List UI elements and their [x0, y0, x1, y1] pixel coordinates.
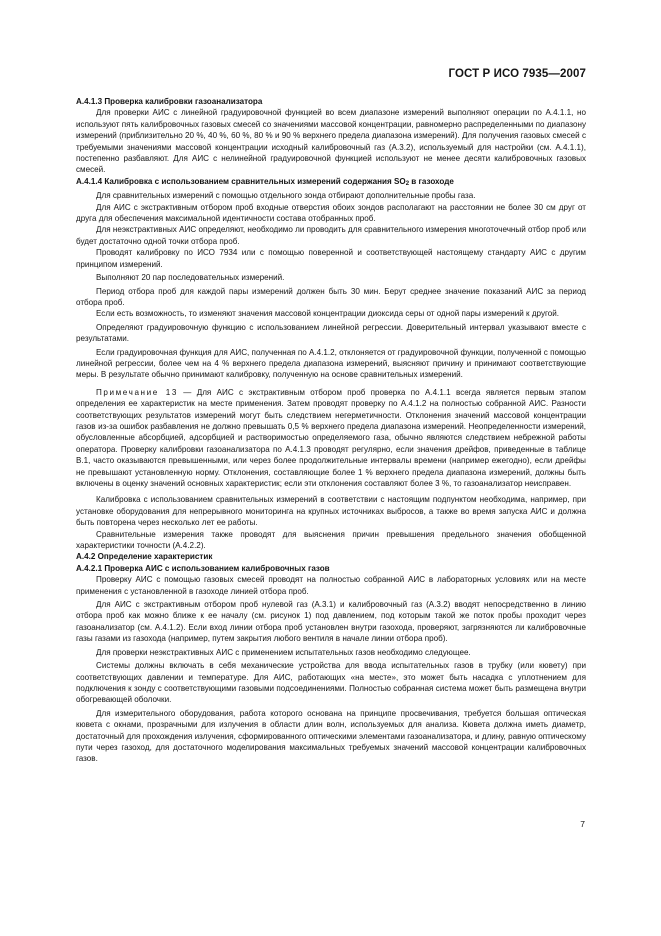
- paragraph: Калибровка с использованием сравнительных измерений в соответствии с настоящим подпунктом необходима, например, при установке оборудования для непрерывного мониторинга на крупных источниках выбросов, а также во время запуска АИС и должна быть повторена через несколько лет ее работы.: [76, 495, 586, 528]
- paragraph: Сравнительные измерения также проводят для выяснения причин превышения предельного значения обобщенной характеристики точности (А.4.2.2).: [76, 529, 586, 551]
- section-heading-a413: А.4.1.3 Проверка калибровки газоанализатора: [76, 97, 263, 106]
- paragraph: Для измерительного оборудования, работа которого основана на принципе просвечивания, требуется большая оптическая кювета с окнами, прозрачными для излучения в области длин волн, используемых для анализа. Кювета должна иметь диаметр, достаточный для прохождения излучения, сформированного оптическими элементами газоанализатора, и длину, равную оптическому пути через газоход, для достаточного моделирования максимальных требуемых значений массовой концентрации калибровочных газов.: [76, 708, 586, 764]
- heading-text: А.4.1.4 Калибровка с использованием сравнительных измерений содержания SO: [76, 176, 406, 186]
- paragraph: Для АИС с экстрактивным отбором проб нулевой газ (А.3.1) и калибровочный газ (А.3.2) вводят непосредственно в линию отбора проб как можно ближе к ее началу (см. рисунок 1) под давлением, под которым такой же поток пробы проходит через газоанализатор (см. А.4.1.2). Если вход линии отбора проб установлен внутри газохода, проверяют, загрязняются ли калибровочные газы газами из газохода (например, путем закрытия любого вентиля в начале линии отбора проб).: [76, 600, 586, 644]
- section-heading-a421: А.4.2.1 Проверка АИС с использованием калибровочных газов: [76, 563, 330, 573]
- heading-text-end: в газоходе: [409, 176, 454, 186]
- note-label: Примечание 13: [96, 387, 178, 397]
- heading-subscript: 2: [405, 180, 410, 187]
- paragraph: Выполняют 20 пар последовательных измерений.: [96, 273, 285, 283]
- paragraph: Для АИС с экстрактивным отбором проб входные отверстия обоих зондов располагают на расстоянии не более 30 см друг от друга для обеспечения максимальной идентичности состава отобранных проб.: [76, 202, 586, 224]
- paragraph: Для сравнительных измерений с помощью отдельного зонда отбирают дополнительные пробы газа.: [96, 191, 476, 201]
- paragraph: Период отбора проб для каждой пары измерений должен быть 30 мин. Берут среднее значение показаний АИС за период отбора проб.: [76, 286, 586, 307]
- document-header: ГОСТ Р ИСО 7935—2007: [448, 68, 586, 80]
- paragraph: Проводят калибровку по ИСО 7934 или с помощью поверенной и соответствующей настоящему стандарту АИС с другим принципом измерений.: [76, 248, 586, 269]
- paragraph: Если есть возможность, то изменяют значения массовой концентрации диоксида серы от одной пары измерений к другой.: [96, 309, 560, 319]
- section-heading-a42: А.4.2 Определение характеристик: [76, 552, 213, 562]
- paragraph: Для неэкстрактивных АИС определяют, необходимо ли проводить для сравнительного измерения многоточечный отбор проб или будет достаточно одной точки отбора проб.: [76, 225, 586, 246]
- paragraph: Системы должны включать в себя механические устройства для ввода испытательных газов в трубку (или кювету) при соответствующих давлении и температуре. Для АИС, работающих «на месте», это может быть насадка с уплотнением для подключения к зонду с соответствующими газовыми подсоединениями. Полностью собранная система может быть размещена внутри обогревающей оболочки.: [76, 661, 586, 705]
- paragraph: Проверку АИС с помощью газовых смесей проводят на полностью собранной АИС в лабораторных условиях или на месте применения с установленной в газоходе линией отбора проб.: [76, 575, 586, 596]
- paragraph: Для проверки АИС с линейной градуировочной функцией во всем диапазоне измерений выполняют операции по А.4.1.1, но используют пять калибровочных газовых смесей со значениями массовой концентрации, равномерно распределенными по диапазону измерений (приблизительно 20 %, 40 %, 60 %, 80 % и 90 % верхнего предела диапазона измерений). Для получения газовых смесей с требуемыми значениями массовой концентрации исходный калибровочный газ (А.3.2), используемый для настройки (см. А.4.1.1), постепенно разбавляют. Для АИС с нелинейной градуировочной функцией используют не менее десяти калибровочных газовых смесей.: [76, 108, 586, 175]
- paragraph: Для проверки неэкстрактивных АИС с применением испытательных газов необходимо следующее.: [96, 647, 471, 657]
- section-heading-a414: [76, 176, 586, 190]
- note-text: — Для АИС с экстрактивным отбором проб проверка по А.4.1.1 всегда является первым этапом определения ее характеристик на месте применения. Затем проводят проверку по А.4.1.2 на полностью собранной АИС. Разности соответствующих результатов измерений могут быть следствием негерметичности. Отклонения значений массовой концентрации газов из-за ошибок разбавления не должно превышать 0,5 % верхнего предела диапазона измерений. Неопределенности измерений, обусловленные абсорбцией, адсорбцией и растворимостью определяемого газа, обычно являются следствием небрежной работы оператора. Проверку калибровки газоанализатора по А.4.1.3 проводят регулярно, если значения дрейфов, приведенные в таблице В.1, часто оказываются превышенными, или через более продолжительные интервалы времени (например ежегодно), если дрейфы не превышают установленную норму. Отклонения, составляющие более 1 % верхнего предела диапазона измерений, должны быть включены в оценку значений основных характеристик; если эти отклонения составляют более 3 %, то газоанализатор неисправен.: [76, 387, 586, 488]
- page-number: 7: [580, 819, 585, 829]
- paragraph: Если градуировочная функция для АИС, полученная по А.4.1.2, отклоняется от градуировочной функции, полученной с помощью линейной регрессии, более чем на 4 % верхнего предела диапазона измерений, выясняют причину и принимают соответствующие меры. В результате обычно принимают калибровку, полученную на основе сравнительных измерений.: [76, 347, 586, 380]
- document-body: [76, 96, 586, 765]
- note-paragraph: [76, 387, 586, 490]
- paragraph: Определяют градуировочную функцию с использованием линейной регрессии. Доверительный интервал указывают вместе с результатами.: [76, 322, 586, 344]
